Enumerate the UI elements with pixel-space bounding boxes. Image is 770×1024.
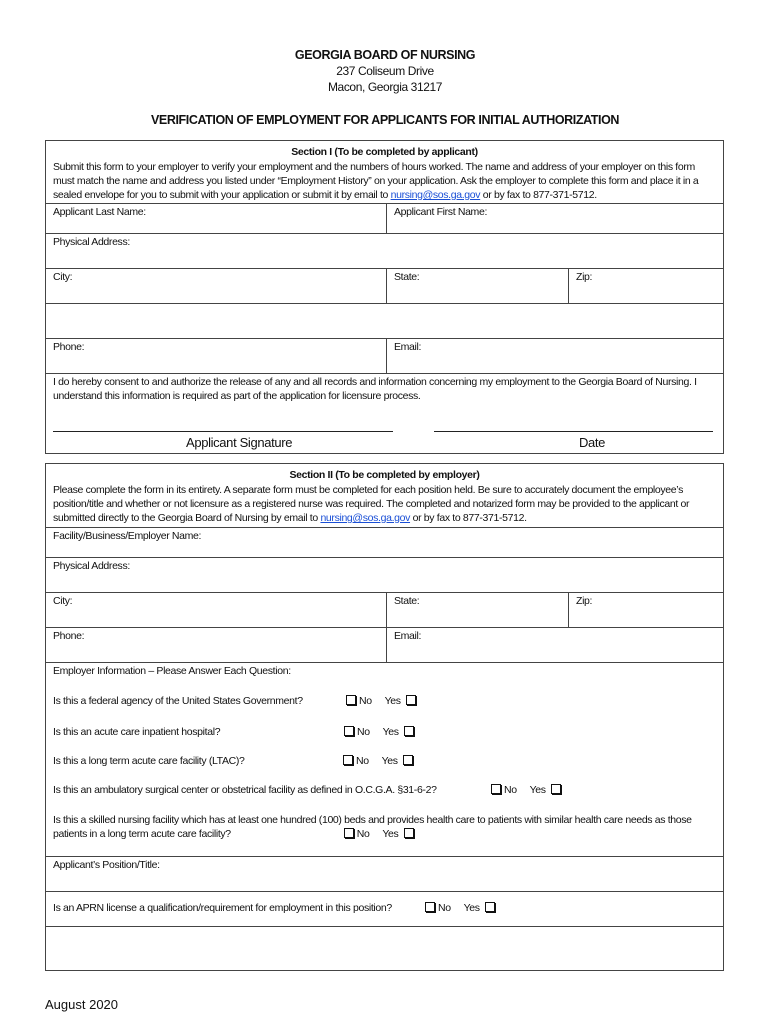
- footer-date: August 2020: [45, 997, 119, 1012]
- applicant-zip-field[interactable]: Zip:: [568, 269, 723, 303]
- applicant-state-field[interactable]: State:: [386, 269, 568, 303]
- checkbox-icon[interactable]: [406, 695, 416, 705]
- aprn-question-row: [46, 891, 723, 926]
- employer-city-field[interactable]: City:: [53, 595, 73, 607]
- checkbox-icon[interactable]: [404, 726, 414, 736]
- checkbox-icon[interactable]: [425, 902, 435, 912]
- board-name: GEORGIA BOARD OF NURSING: [294, 48, 476, 62]
- checkbox-icon[interactable]: [551, 784, 561, 794]
- checkbox-icon[interactable]: [344, 828, 354, 838]
- answer-ltac: No Yes: [343, 755, 416, 767]
- applicant-email-field[interactable]: Email:: [386, 339, 723, 373]
- checkbox-icon[interactable]: [403, 755, 413, 765]
- section2-instructions-text: Please complete the form in its entirety. A separate form must be completed for each position held. Be sure to accurately document the employee’s position/title and whether or not licensure as a registered nurse was required. The completed and notarized form may be provided to the applicant or submitted directly to the Georgia Board of Nursing by email to nursing@sos.ga.gov or by fax to 877-371-5712.: [53, 484, 690, 524]
- employer-zip-field[interactable]: Zip:: [568, 593, 723, 627]
- section2-email-link[interactable]: nursing@sos.ga.gov: [320, 512, 411, 524]
- answer-aprn: No Yes: [425, 902, 498, 914]
- form-header: [0, 47, 770, 95]
- answer-ambulatory: No Yes: [491, 784, 564, 796]
- position-title-field[interactable]: Applicant’s Position/Title:: [46, 856, 723, 891]
- checkbox-icon[interactable]: [346, 695, 356, 705]
- applicant-phone-field[interactable]: Phone:: [53, 341, 85, 353]
- question-ambulatory: Is this an ambulatory surgical center or obstetrical facility as defined in O.C.G.A. §31-6-2?: [53, 784, 437, 796]
- employer-contact-row: [46, 627, 723, 662]
- applicant-city-field[interactable]: City:: [53, 271, 73, 283]
- form-title: VERIFICATION OF EMPLOYMENT FOR APPLICANTS FOR INITIAL AUTHORIZATION: [150, 113, 620, 127]
- question-aprn: Is an APRN license a qualification/requirement for employment in this position?: [53, 902, 392, 914]
- employer-info-heading: Employer Information – Please Answer Each Question:: [53, 665, 291, 677]
- employer-state-field[interactable]: State:: [386, 593, 568, 627]
- applicant-last-name-field[interactable]: Applicant Last Name:: [53, 206, 146, 218]
- question-federal-agency: Is this a federal agency of the United States Government?: [53, 695, 303, 707]
- section1-heading: Section I (To be completed by applicant): [291, 146, 478, 158]
- applicant-city-state-zip-row: [46, 268, 723, 303]
- employer-physical-address-field[interactable]: Physical Address:: [46, 557, 723, 592]
- applicant-name-row: [46, 203, 723, 233]
- board-address-line2: Macon, Georgia 31217: [327, 80, 443, 94]
- checkbox-icon[interactable]: [485, 902, 495, 912]
- facility-name-field[interactable]: Facility/Business/Employer Name:: [46, 527, 723, 557]
- employer-email-field[interactable]: Email:: [386, 628, 723, 662]
- date-line[interactable]: [434, 431, 713, 432]
- section1-box: [45, 140, 724, 454]
- section1-instructions: [46, 141, 723, 203]
- applicant-first-name-field[interactable]: Applicant First Name:: [386, 204, 723, 233]
- checkbox-icon[interactable]: [491, 784, 501, 794]
- question-acute-care: Is this an acute care inpatient hospital?: [53, 726, 221, 738]
- checkbox-icon[interactable]: [344, 726, 354, 736]
- answer-acute-care: No Yes: [344, 726, 417, 738]
- section2-heading: Section II (To be completed by employer): [289, 469, 480, 481]
- date-label: Date: [579, 435, 606, 450]
- section1-email-link[interactable]: nursing@sos.ga.gov: [390, 189, 481, 201]
- checkbox-icon[interactable]: [343, 755, 353, 765]
- board-address-line1: 237 Coliseum Drive: [336, 64, 434, 78]
- checkbox-icon[interactable]: [404, 828, 414, 838]
- section2-instructions: [46, 464, 723, 527]
- question-skilled-nursing: Is this a skilled nursing facility which has at least one hundred (100) beds and provides health care to patients with similar health care needs as those patients in a long term acute care facility? No Yes: [53, 814, 692, 840]
- section2-box: [45, 463, 724, 971]
- employer-phone-field[interactable]: Phone:: [53, 630, 85, 642]
- section1-instructions-text: Submit this form to your employer to verify your employment and the numbers of hours worked. The name and address of your employer on this form must match the name and address you listed under “Employment History” on your application. Ask the employer to complete this form and place it in a sealed envelope for you to submit with your application or submit it by email to nursing@sos.ga.gov or by fax to 877-371-5712.: [53, 161, 699, 201]
- question-ltac: Is this a long term acute care facility (LTAC)?: [53, 755, 245, 767]
- signature-line[interactable]: [53, 431, 393, 432]
- applicant-physical-address-field[interactable]: Physical Address:: [46, 233, 723, 268]
- answer-federal-agency: No Yes: [346, 695, 419, 707]
- signature-label: Applicant Signature: [186, 435, 293, 450]
- applicant-blank-row[interactable]: [46, 303, 723, 338]
- consent-row: [46, 373, 723, 453]
- consent-text: I do hereby consent to and authorize the release of any and all records and information concerning my employment to the Georgia Board of Nursing. I understand this information is required as part of the application for licensure process.: [53, 376, 697, 402]
- blank-final-row[interactable]: [46, 926, 723, 970]
- employer-city-state-zip-row: [46, 592, 723, 627]
- employer-questions-block: [46, 662, 723, 856]
- applicant-contact-row: [46, 338, 723, 373]
